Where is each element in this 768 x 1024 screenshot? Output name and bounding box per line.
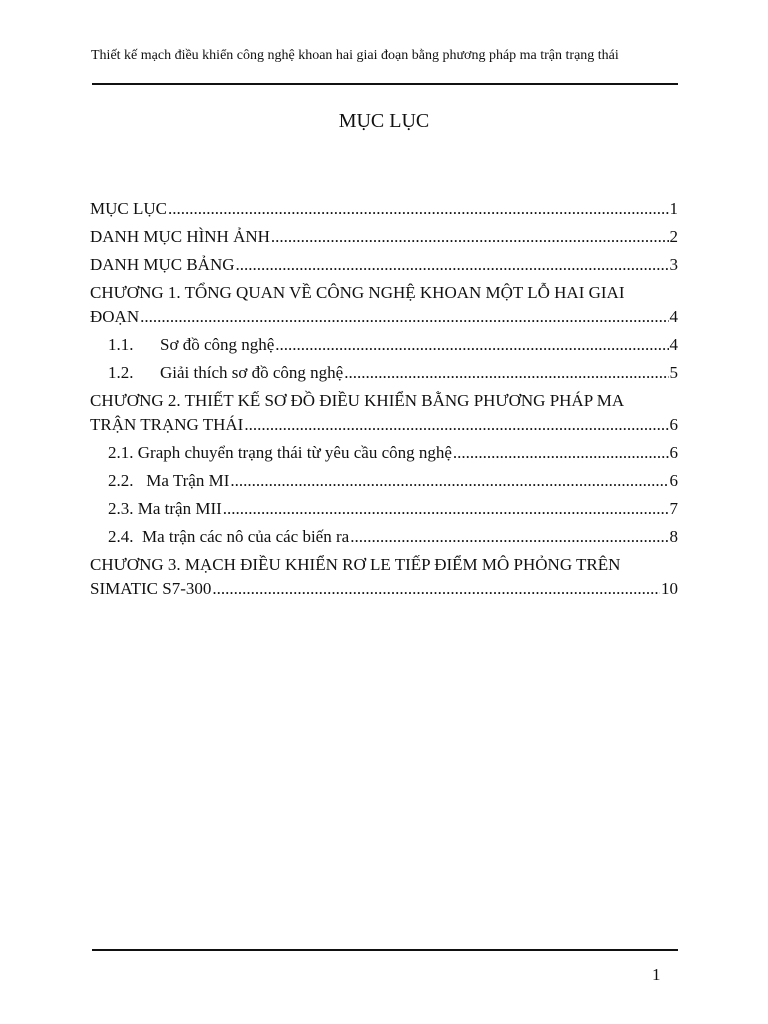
toc-page-number: 6	[669, 415, 678, 434]
toc-entry-label: Sơ đồ công nghệ	[160, 335, 275, 354]
toc-page-number: 5	[669, 363, 678, 382]
toc-entry-label-line1: CHƯƠNG 2. THIẾT KẾ SƠ ĐỒ ĐIỀU KHIỂN BẰNG PHƯƠNG PHÁP MA	[90, 391, 625, 410]
dot-leader	[168, 197, 669, 221]
toc-page-number: 2	[669, 227, 678, 246]
toc-entry-chapter-2[interactable]	[90, 389, 678, 437]
running-header: Thiết kế mạch điều khiển công nghệ khoan hai giai đoạn bằng phương pháp ma trận trạng thái	[91, 48, 619, 63]
dot-leader	[275, 333, 668, 357]
dot-leader	[344, 361, 668, 385]
toc-entry-label: 2.2. Ma Trận MI	[108, 471, 230, 490]
toc-page-number: 10	[661, 579, 678, 598]
toc-page-number: 7	[669, 499, 678, 518]
toc-page-number: 6	[669, 471, 678, 490]
dot-leader	[236, 253, 669, 277]
dot-leader	[350, 525, 668, 549]
toc-entry-label: 2.4. Ma trận các nô của các biến ra	[108, 527, 350, 546]
toc-entry-number: 1.2.	[108, 363, 134, 382]
toc-entry-label: 2.3. Ma trận MII	[108, 499, 222, 518]
toc-page-number: 4	[669, 307, 678, 326]
toc-entry-label: MỤC LỤC	[90, 199, 167, 218]
dot-leader	[140, 305, 668, 329]
toc-entry-2-2[interactable]	[90, 469, 678, 493]
toc-entry-label-line1: CHƯƠNG 3. MẠCH ĐIỀU KHIỂN RƠ LE TIẾP ĐIỂM MÔ PHỎNG TRÊN	[90, 555, 621, 574]
toc-entry-number: 1.1.	[108, 335, 134, 354]
dot-leader	[453, 441, 669, 465]
toc-entry-2-3[interactable]	[90, 497, 678, 521]
toc-page-number: 3	[669, 255, 678, 274]
dot-leader	[212, 577, 660, 601]
header-rule	[92, 83, 678, 85]
footer-rule	[92, 949, 678, 951]
toc-entry-label-line2: SIMATIC S7-300	[90, 579, 212, 598]
toc-entry-label: 2.1. Graph chuyển trạng thái từ yêu cầu công nghệ	[108, 443, 452, 462]
dot-leader	[230, 469, 668, 493]
toc-entry-1-2[interactable]	[90, 361, 678, 385]
toc-page-number: 6	[669, 443, 678, 462]
toc-entry-chapter-1[interactable]	[90, 281, 678, 329]
toc-entry-label-line2: ĐOẠN	[90, 307, 140, 326]
dot-leader	[223, 497, 669, 521]
toc-page-number: 1	[669, 199, 678, 218]
toc-entry-2-1[interactable]	[90, 441, 678, 465]
toc-entry-danh-muc-hinh-anh[interactable]	[90, 225, 678, 249]
toc-page-number: 8	[669, 527, 678, 546]
toc-page-number: 4	[669, 335, 678, 354]
toc-entry-1-1[interactable]	[90, 333, 678, 357]
toc-entry-label: DANH MỤC HÌNH ẢNH	[90, 227, 270, 246]
dot-leader	[244, 413, 668, 437]
toc-entry-danh-muc-bang[interactable]	[90, 253, 678, 277]
dot-leader	[271, 225, 669, 249]
toc-entry-label-line2: TRẬN TRẠNG THÁI	[90, 415, 244, 434]
toc-entry-label: DANH MỤC BẢNG	[90, 255, 235, 274]
toc-entry-label-line1: CHƯƠNG 1. TỔNG QUAN VỀ CÔNG NGHỆ KHOAN MỘT LỖ HAI GIAI	[90, 283, 625, 302]
page-number: 1	[652, 965, 661, 984]
toc-entry-label: Giải thích sơ đồ công nghệ	[160, 363, 344, 382]
table-of-contents	[90, 197, 678, 601]
page-title: MỤC LỤC	[338, 110, 430, 132]
toc-entry-muc-luc[interactable]	[90, 197, 678, 221]
toc-entry-chapter-3[interactable]	[90, 553, 678, 601]
toc-entry-2-4[interactable]	[90, 525, 678, 549]
